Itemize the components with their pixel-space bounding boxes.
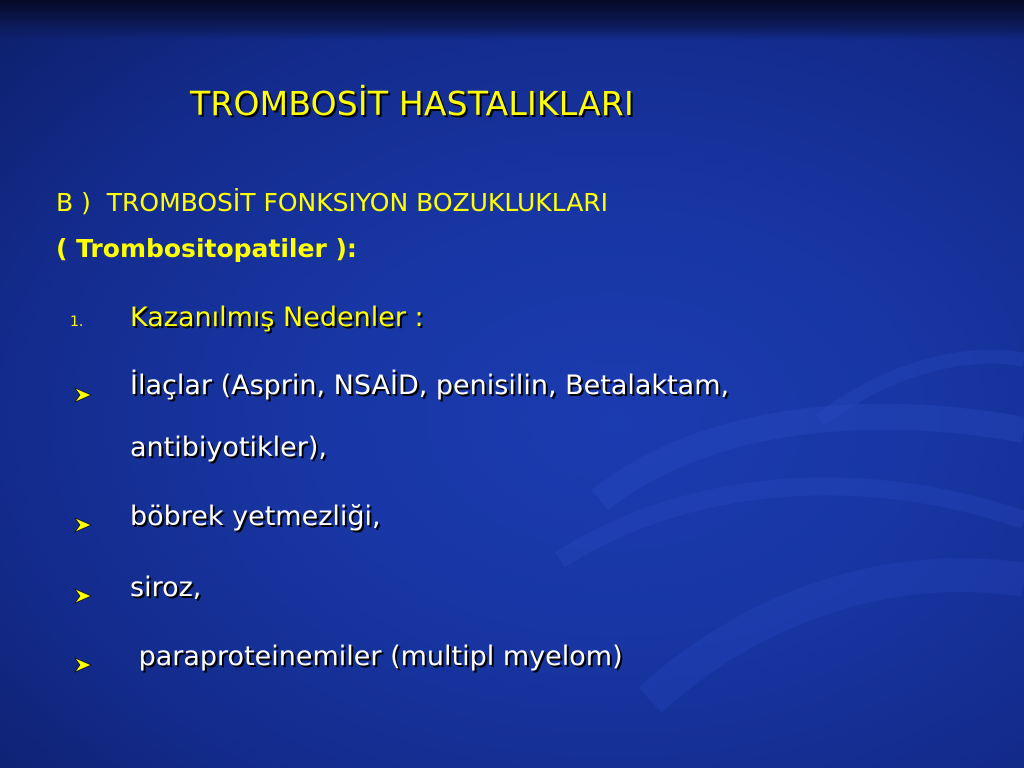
arrow-bullet-icon [74, 386, 92, 404]
arrow-bullet-icon [74, 516, 92, 534]
section-heading: B ) TROMBOSİT FONKSIYON BOZUKLUKLARI [56, 188, 609, 217]
bullet-item-line: böbrek yetmezliği, [130, 501, 381, 532]
bullet-item-line: siroz, [130, 572, 202, 603]
bullet-item-line: İlaçlar (Asprin, NSAİD, penisilin, Betalaktam, [130, 370, 730, 401]
section-subheading: ( Trombositopatiler ): [56, 234, 357, 263]
list-number-marker: 1. [70, 314, 84, 330]
numbered-item-text: Kazanılmış Nedenler : [130, 302, 424, 333]
bullet-item-continuation: antibiyotikler), [130, 432, 327, 463]
slide-title: TROMBOSİT HASTALIKLARI [190, 84, 634, 123]
arrow-bullet-icon [74, 656, 92, 674]
bullet-item-line: paraproteinemiler (multipl myelom) [130, 641, 623, 672]
arrow-bullet-icon [74, 587, 92, 605]
